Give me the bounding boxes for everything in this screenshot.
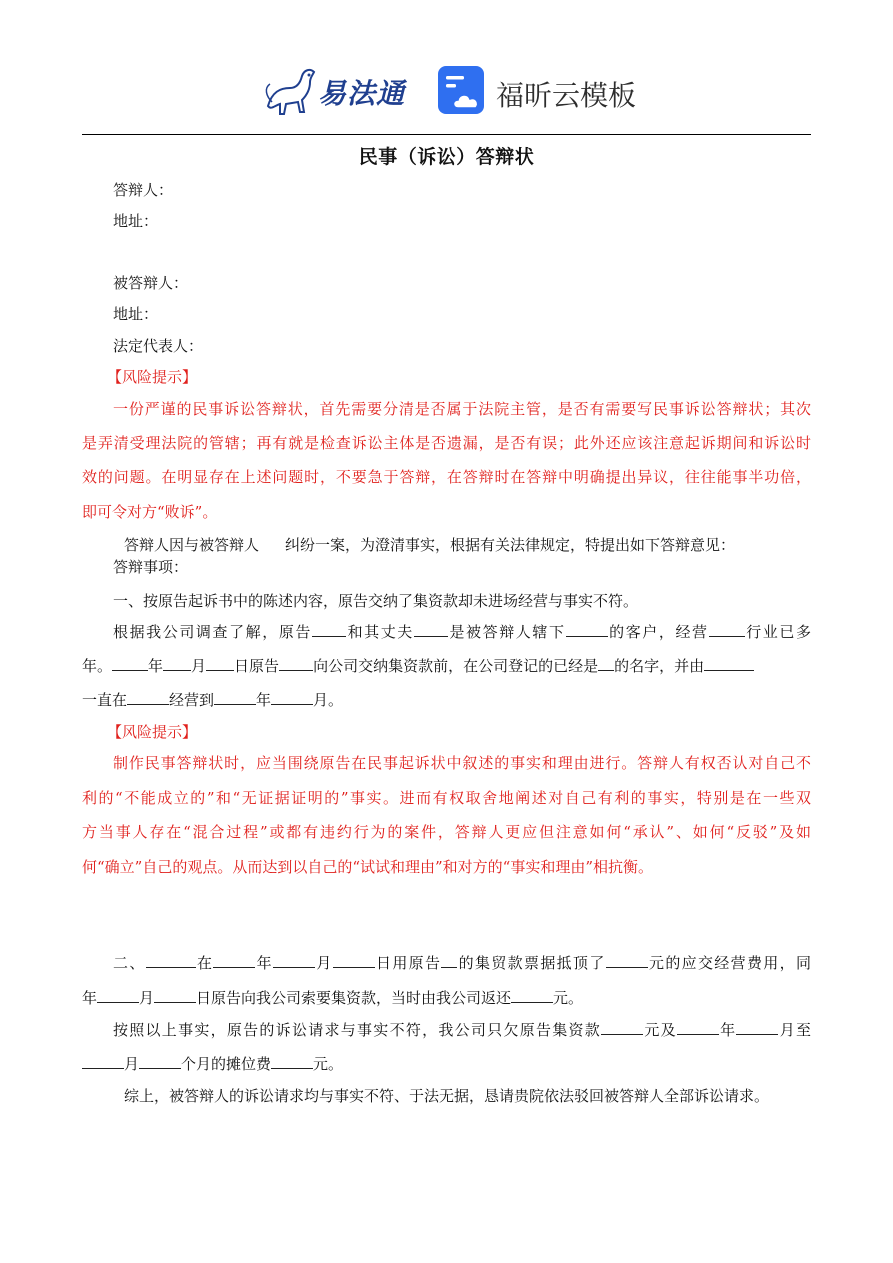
text-span: 的名字，并由 [614, 657, 705, 675]
items-heading: 答辩事项： [113, 558, 189, 576]
text-span: 月 [139, 989, 155, 1007]
text-span: 经营到 [169, 691, 215, 709]
text-span: 行业已多 [744, 623, 811, 641]
text-span: 年 [256, 691, 272, 709]
text-span: 和其丈夫 [345, 623, 414, 641]
text-span: 年。 [82, 657, 113, 675]
fill-blank[interactable] [279, 656, 313, 671]
text-span: 日原告向我公司索要集资款，当时由我公司返还 [196, 989, 512, 1007]
text-span: 在 [195, 954, 214, 972]
paragraph-4-line-2 [82, 1054, 811, 1074]
text-span: 月 [315, 954, 333, 972]
fill-blank[interactable] [333, 953, 375, 968]
fill-blank[interactable] [736, 1020, 778, 1035]
fill-blank[interactable] [139, 1054, 181, 1069]
fill-blank[interactable] [704, 656, 754, 671]
text-span: 元及 [643, 1021, 677, 1039]
fill-blank[interactable] [213, 953, 255, 968]
text-span: 月 [124, 1055, 140, 1073]
paragraph-4-line-1 [113, 1020, 811, 1040]
text-span: 元。 [553, 989, 584, 1007]
fill-blank[interactable] [566, 622, 608, 637]
fill-blank[interactable] [312, 622, 346, 637]
text-span: 日用原告 [374, 954, 442, 972]
text-span: 是被答辩人辖下 [447, 623, 566, 641]
respondent-label: 答辩人： [113, 181, 174, 199]
fill-blank[interactable] [82, 1054, 124, 1069]
text-span: 的集贸款票据抵顶了 [457, 954, 606, 972]
fill-blank[interactable] [112, 656, 148, 671]
cloud-document-icon [436, 64, 490, 118]
item-two-line-2 [82, 988, 811, 1008]
fill-blank[interactable] [97, 988, 139, 1003]
item-one: 一、按原告起诉书中的陈述内容，原告交纳了集资款却未进场经营与事实不符。 [113, 592, 639, 610]
risk-tip-1-line-3: 效的问题。在明显存在上述问题时，不要急于答辩，在答辩时在答辩中明确提出异议，往往能事半功倍， [82, 468, 811, 486]
text-span: 个月的摊位费 [181, 1055, 272, 1073]
fill-blank[interactable] [677, 1020, 719, 1035]
paragraph-1-line-1 [113, 622, 811, 642]
intro-text-a: 答辩人因与被答辩人 [124, 536, 260, 554]
intro-paragraph [124, 535, 853, 555]
text-span: 一直在 [82, 691, 128, 709]
fill-blank[interactable] [206, 656, 234, 671]
text-span: 元的应交经营费用，同 [647, 954, 811, 972]
text-span: 年 [148, 657, 164, 675]
risk-tip-2-line-2: 利的“不能成立的”和“无证据证明的”事实。进而有权取舍地阐述对自己有利的事实，特别是在一些双 [82, 789, 811, 807]
fill-blank[interactable] [127, 690, 169, 705]
text-span: 二、 [113, 954, 146, 972]
text-span: 的客户，经营 [607, 623, 709, 641]
text-span: 元。 [313, 1055, 344, 1073]
text-span: 年 [82, 989, 98, 1007]
text-span: 月 [191, 657, 207, 675]
item-two-line-1 [113, 953, 811, 973]
horse-emblem-icon [262, 62, 320, 118]
conclusion-paragraph: 综上，被答辩人的诉讼请求均与事实不符、于法无据，恳请贵院依法驳回被答辩人全部诉讼请求。 [124, 1087, 770, 1105]
header [0, 60, 893, 122]
text-span: 根据我公司调查了解，原告 [113, 623, 312, 641]
fill-blank[interactable] [441, 953, 457, 968]
risk-tip-1-line-2: 是弄清受理法院的管辖；再有就是检查诉讼主体是否遗漏，是否有误；此外还应该注意起诉期间和诉讼时 [82, 434, 811, 452]
risk-tip-2-line-4: 何“确立”自己的观点。从而达到以自己的“试试和理由”和对方的“事实和理由”相抗衡。 [82, 858, 654, 876]
header-divider [82, 134, 811, 135]
fill-blank[interactable] [598, 656, 614, 671]
text-span: 月。 [313, 691, 344, 709]
appellee-address-label: 地址： [113, 305, 159, 323]
fill-blank[interactable] [709, 622, 745, 637]
appellee-label: 被答辩人： [113, 274, 189, 292]
text-span: 月至 [778, 1021, 811, 1039]
respondent-address-label: 地址： [113, 212, 159, 230]
fill-blank[interactable] [214, 690, 256, 705]
paragraph-1-line-3 [82, 690, 811, 710]
text-span: 按照以上事实，原告的诉讼请求与事实不符，我公司只欠原告集资款 [113, 1021, 602, 1039]
fill-blank[interactable] [511, 988, 553, 1003]
fill-blank[interactable] [146, 953, 196, 968]
text-span: 年 [255, 954, 274, 972]
logo1-text: 易法通 [318, 77, 406, 110]
risk-tip-1-line-1: 一份严谨的民事诉讼答辩状，首先需要分清是否属于法院主管，是否有需要写民事诉讼答辩状；其次 [113, 400, 811, 418]
fuxin-template-logo [436, 64, 636, 120]
risk-tip-title-2: 【风险提示】 [107, 723, 198, 741]
fill-blank[interactable] [606, 953, 648, 968]
intro-text-b: 纠纷一案，为澄清事实，根据有关法律规定，特提出如下答辩意见： [285, 536, 736, 554]
yifatong-logo [262, 62, 412, 118]
risk-tip-title-1: 【风险提示】 [107, 368, 198, 386]
fill-blank[interactable] [273, 953, 315, 968]
legal-representative-label: 法定代表人： [113, 337, 204, 355]
risk-tip-1-line-4: 即可令对方“败诉”。 [82, 503, 218, 521]
risk-tip-2-line-1: 制作民事答辩状时，应当围绕原告在民事起诉状中叙述的事实和理由进行。答辩人有权否认对自己不 [113, 754, 811, 772]
text-span: 日原告 [234, 657, 280, 675]
fill-blank[interactable] [271, 690, 313, 705]
fill-blank[interactable] [271, 1054, 313, 1069]
text-span: 向公司交纳集资款前，在公司登记的已经是 [313, 657, 599, 675]
fill-blank[interactable] [163, 656, 191, 671]
logo2-text: 福昕云模板 [496, 79, 637, 112]
text-span: 年 [718, 1021, 737, 1039]
risk-tip-2-line-3: 方当事人存在“混合过程”或都有违约行为的案件，答辩人更应但注意如何“承认”、如何“反驳”及如 [82, 823, 811, 841]
fill-blank[interactable] [154, 988, 196, 1003]
fill-blank[interactable] [414, 622, 448, 637]
fill-blank[interactable] [601, 1020, 643, 1035]
document-title: 民事（诉讼）答辩状 [358, 146, 535, 168]
paragraph-1-line-2 [82, 656, 811, 676]
